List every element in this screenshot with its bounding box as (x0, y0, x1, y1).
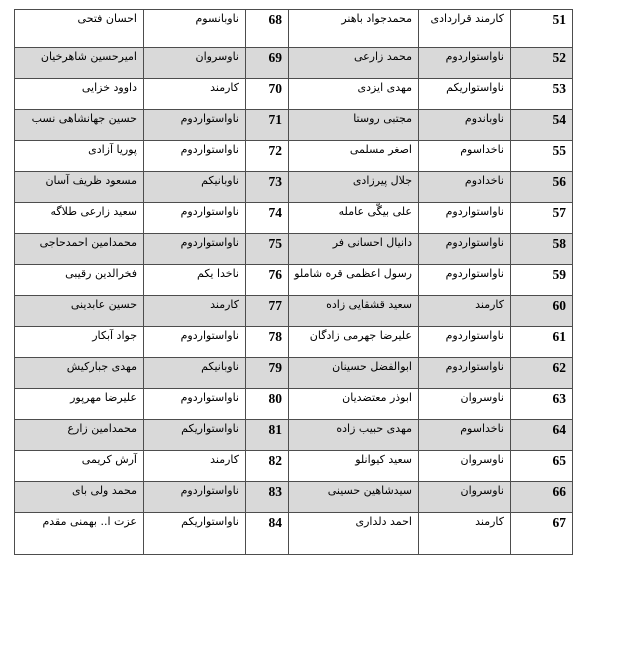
name-cell-right: علیرضا جهرمی زادگان (289, 327, 419, 358)
number-cell-left: 84 (246, 513, 289, 555)
rank-cell-right: ناخداسوم (419, 141, 511, 172)
name-cell-right: محمدجواد باهنر (289, 10, 419, 48)
name-cell-right: علی بیگّی عامله (289, 203, 419, 234)
number-cell-left: 74 (246, 203, 289, 234)
name-cell-right: ابوالفضل حسینان (289, 358, 419, 389)
table-row (15, 234, 573, 265)
name-cell-right: سعید قشقایی زاده (289, 296, 419, 327)
personnel-roster-table (14, 9, 573, 555)
name-cell-left: عزت ا.. بهمنی مقدم (15, 513, 144, 555)
number-cell-right: 63 (511, 389, 573, 420)
number-cell-right: 54 (511, 110, 573, 141)
table-row (15, 296, 573, 327)
number-cell-right: 53 (511, 79, 573, 110)
name-cell-left: آرش کریمی (15, 451, 144, 482)
rank-cell-right: ناواستواردوم (419, 234, 511, 265)
name-cell-left: حسین عابدینی (15, 296, 144, 327)
name-cell-left: امیرحسین شاهرخیان (15, 48, 144, 79)
rank-cell-right: ناوباندوم (419, 110, 511, 141)
number-cell-right: 64 (511, 420, 573, 451)
rank-cell-left: ناوبانیکم (144, 172, 246, 203)
name-cell-left: حسین جهانشاهی نسب (15, 110, 144, 141)
number-cell-right: 59 (511, 265, 573, 296)
rank-cell-left: ناوبانیکم (144, 358, 246, 389)
name-cell-right: اصغر مسلمی (289, 141, 419, 172)
rank-cell-left: کارمند (144, 451, 246, 482)
table-row (15, 420, 573, 451)
name-cell-right: سعید کیوانلو (289, 451, 419, 482)
table-row (15, 389, 573, 420)
rank-cell-right: ناوسروان (419, 451, 511, 482)
table-row (15, 10, 573, 48)
number-cell-right: 51 (511, 10, 573, 48)
rank-cell-right: ناوسروان (419, 482, 511, 513)
name-cell-left: جواد آبکار (15, 327, 144, 358)
rank-cell-left: ناواستواردوم (144, 234, 246, 265)
rank-cell-left: کارمند (144, 79, 246, 110)
name-cell-right: رسول اعظمی قره شاملو (289, 265, 419, 296)
name-cell-left: سعید زارعی طلاگه (15, 203, 144, 234)
rank-cell-right: ناواستواردوم (419, 203, 511, 234)
rank-cell-left: ناواستواردوم (144, 389, 246, 420)
number-cell-left: 79 (246, 358, 289, 389)
number-cell-right: 52 (511, 48, 573, 79)
number-cell-left: 75 (246, 234, 289, 265)
table-row (15, 265, 573, 296)
rank-cell-left: ناوسروان (144, 48, 246, 79)
rank-cell-left: ناواستواردوم (144, 110, 246, 141)
number-cell-left: 76 (246, 265, 289, 296)
number-cell-left: 80 (246, 389, 289, 420)
rank-cell-right: ناواستواردوم (419, 265, 511, 296)
number-cell-left: 68 (246, 10, 289, 48)
number-cell-left: 83 (246, 482, 289, 513)
name-cell-right: مهدی حبیب زاده (289, 420, 419, 451)
number-cell-left: 71 (246, 110, 289, 141)
table-row (15, 48, 573, 79)
name-cell-left: محمد ولی بای (15, 482, 144, 513)
table-row (15, 203, 573, 234)
number-cell-right: 58 (511, 234, 573, 265)
name-cell-right: محمد زارعی (289, 48, 419, 79)
rank-cell-left: ناخدا یکم (144, 265, 246, 296)
rank-cell-right: ناخداسوم (419, 420, 511, 451)
name-cell-left: محمدامین احمدحاجی (15, 234, 144, 265)
rank-cell-left: ناواستواردوم (144, 327, 246, 358)
name-cell-left: مهدی جبارکیش (15, 358, 144, 389)
rank-cell-right: کارمند (419, 513, 511, 555)
number-cell-right: 67 (511, 513, 573, 555)
number-cell-right: 66 (511, 482, 573, 513)
rank-cell-right: کارمند قراردادی (419, 10, 511, 48)
name-cell-right: احمد دلداری (289, 513, 419, 555)
rank-cell-left: ناواستواردوم (144, 141, 246, 172)
number-cell-left: 73 (246, 172, 289, 203)
rank-cell-right: ناواستواردوم (419, 48, 511, 79)
rank-cell-right: ناواستواریکم (419, 79, 511, 110)
name-cell-left: پوریا آزادی (15, 141, 144, 172)
number-cell-left: 78 (246, 327, 289, 358)
table-row (15, 79, 573, 110)
table-row (15, 110, 573, 141)
number-cell-left: 77 (246, 296, 289, 327)
number-cell-right: 55 (511, 141, 573, 172)
name-cell-right: مجتبی روستا (289, 110, 419, 141)
rank-cell-right: ناخدادوم (419, 172, 511, 203)
number-cell-left: 70 (246, 79, 289, 110)
table-row (15, 141, 573, 172)
rank-cell-left: ناوبانسوم (144, 10, 246, 48)
name-cell-left: فخرالدین رقیبی (15, 265, 144, 296)
rank-cell-left: کارمند (144, 296, 246, 327)
table-row (15, 172, 573, 203)
rank-cell-left: ناواستواریکم (144, 513, 246, 555)
number-cell-right: 60 (511, 296, 573, 327)
name-cell-left: احسان فتحی (15, 10, 144, 48)
table-row (15, 451, 573, 482)
table-row (15, 358, 573, 389)
rank-cell-right: ناواستواردوم (419, 358, 511, 389)
name-cell-right: سیدشاهین حسینی (289, 482, 419, 513)
number-cell-right: 61 (511, 327, 573, 358)
name-cell-left: داوود خزایی (15, 79, 144, 110)
table-row (15, 327, 573, 358)
number-cell-right: 56 (511, 172, 573, 203)
name-cell-left: مسعود ظریف آسان (15, 172, 144, 203)
number-cell-left: 81 (246, 420, 289, 451)
number-cell-left: 69 (246, 48, 289, 79)
number-cell-right: 57 (511, 203, 573, 234)
rank-cell-right: کارمند (419, 296, 511, 327)
name-cell-right: جلال پیرزادی (289, 172, 419, 203)
name-cell-left: محمدامین زارع (15, 420, 144, 451)
table-row (15, 482, 573, 513)
roster-body (15, 10, 573, 555)
number-cell-right: 65 (511, 451, 573, 482)
rank-cell-right: ناواستواردوم (419, 327, 511, 358)
number-cell-left: 72 (246, 141, 289, 172)
table-row (15, 513, 573, 555)
rank-cell-left: ناواستواردوم (144, 482, 246, 513)
rank-cell-left: ناواستواردوم (144, 203, 246, 234)
name-cell-right: مهدی ایزدی (289, 79, 419, 110)
rank-cell-left: ناواستواریکم (144, 420, 246, 451)
name-cell-right: ابوذر معتضدیان (289, 389, 419, 420)
name-cell-right: دانیال احسانی فر (289, 234, 419, 265)
number-cell-right: 62 (511, 358, 573, 389)
rank-cell-right: ناوسروان (419, 389, 511, 420)
number-cell-left: 82 (246, 451, 289, 482)
name-cell-left: علیرضا مهرپور (15, 389, 144, 420)
